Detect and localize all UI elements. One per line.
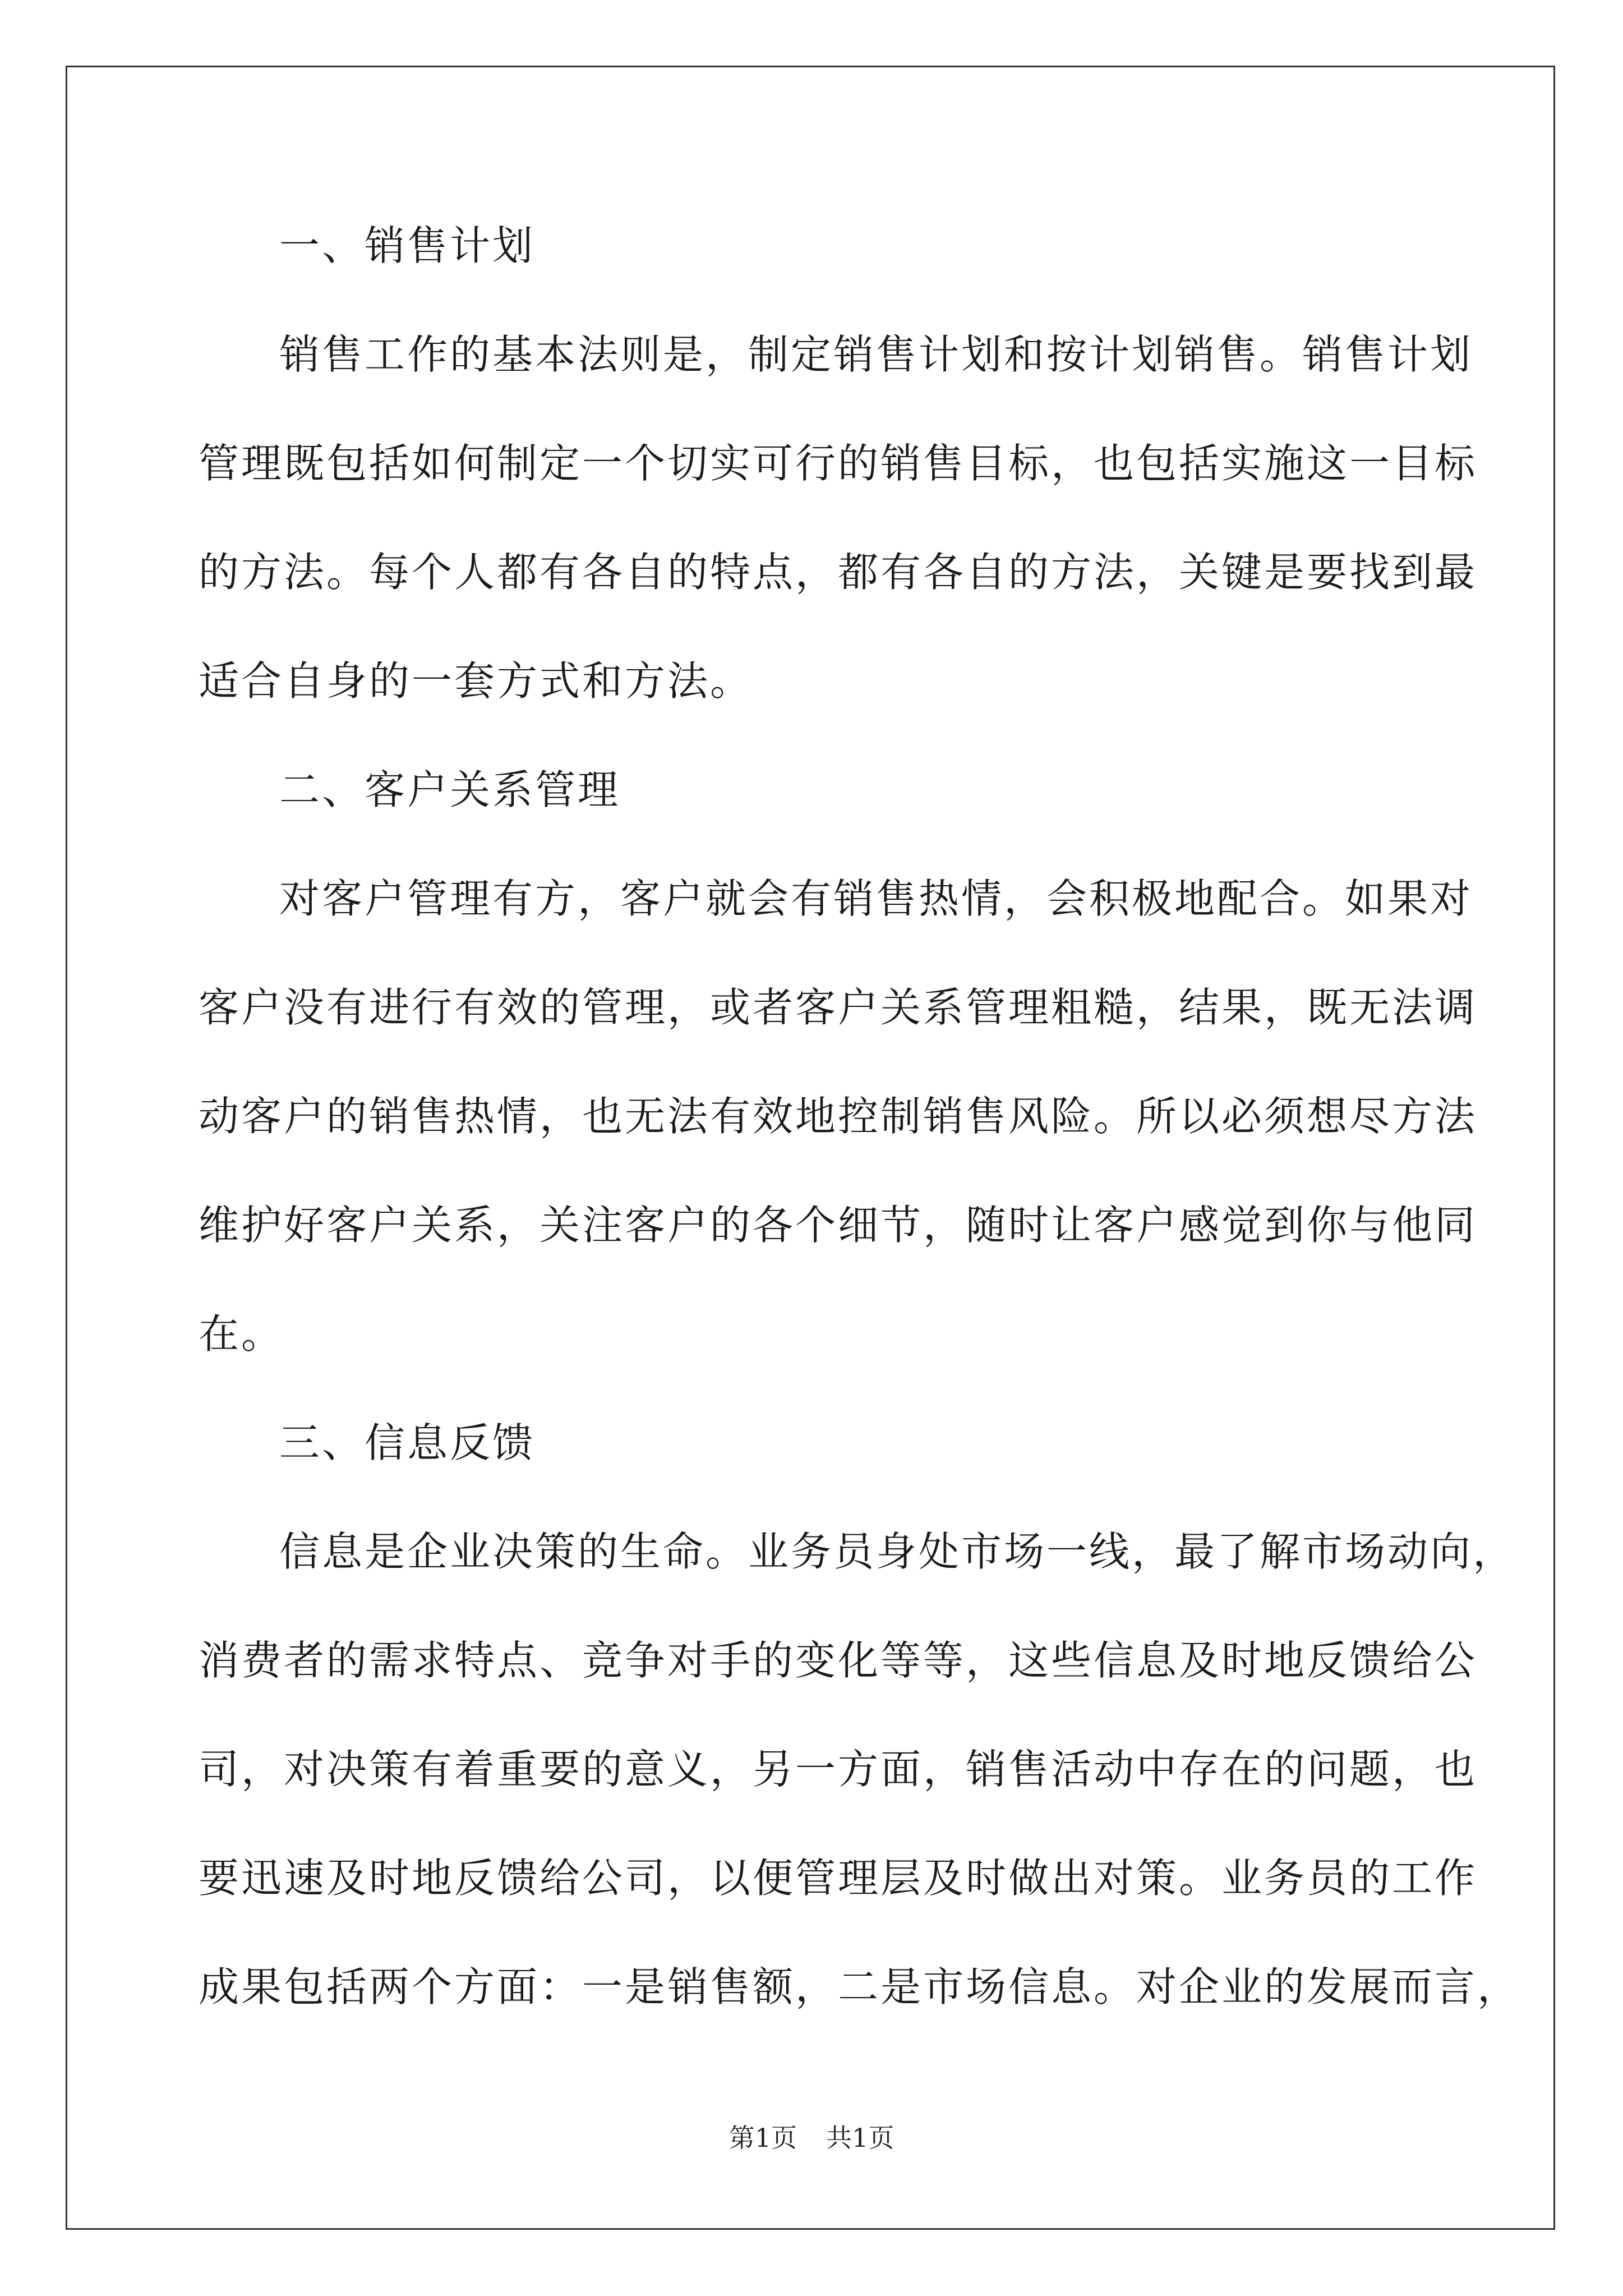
paragraph-line: 管理既包括如何制定一个切实可行的销售目标，也包括实施这一目标 bbox=[199, 440, 1478, 487]
section-heading: 二、客户关系管理 bbox=[279, 766, 621, 813]
paragraph-line: 的方法。每个人都有各自的特点，都有各自的方法，关键是要找到最 bbox=[199, 549, 1478, 596]
page-total: 共1页 bbox=[826, 2123, 895, 2153]
section-paragraph bbox=[199, 1524, 1520, 2015]
paragraph-line: 动客户的销售热情，也无法有效地控制销售风险。所以必须想尽方法 bbox=[199, 1093, 1478, 1140]
paragraph-line: 维护好客户关系，关注客户的各个细节，随时让客户感觉到你与他同 bbox=[199, 1202, 1478, 1249]
section-heading: 一、销售计划 bbox=[279, 222, 536, 269]
document-body bbox=[199, 218, 1520, 2015]
paragraph-line: 客户没有进行有效的管理，或者客户关系管理粗糙，结果，既无法调 bbox=[199, 984, 1478, 1031]
paragraph-line: 成果包括两个方面：一是销售额，二是市场信息。对企业的发展而言， bbox=[199, 1963, 1520, 2010]
paragraph-line: 信息是企业决策的生命。业务员身处市场一线，最了解市场动向， bbox=[279, 1528, 1516, 1575]
paragraph-line: 销售工作的基本法则是，制定销售计划和按计划销售。销售计划 bbox=[279, 331, 1473, 378]
page-footer bbox=[0, 2118, 1623, 2155]
paragraph-line: 适合自身的一套方式和方法。 bbox=[199, 657, 753, 705]
section-paragraph bbox=[199, 326, 1478, 709]
paragraph-line: 司，对决策有着重要的意义，另一方面，销售活动中存在的问题，也 bbox=[199, 1746, 1478, 1793]
section-paragraph bbox=[199, 871, 1478, 1362]
section-heading: 三、信息反馈 bbox=[279, 1419, 536, 1466]
page-number: 第1页 bbox=[728, 2123, 797, 2153]
paragraph-line: 在。 bbox=[199, 1310, 284, 1358]
paragraph-line: 消费者的需求特点、竞争对手的变化等等，这些信息及时地反馈给公 bbox=[199, 1637, 1478, 1684]
paragraph-line: 对客户管理有方，客户就会有销售热情，会积极地配合。如果对 bbox=[279, 875, 1473, 922]
paragraph-line: 要迅速及时地反馈给公司，以便管理层及时做出对策。业务员的工作 bbox=[199, 1855, 1478, 1902]
